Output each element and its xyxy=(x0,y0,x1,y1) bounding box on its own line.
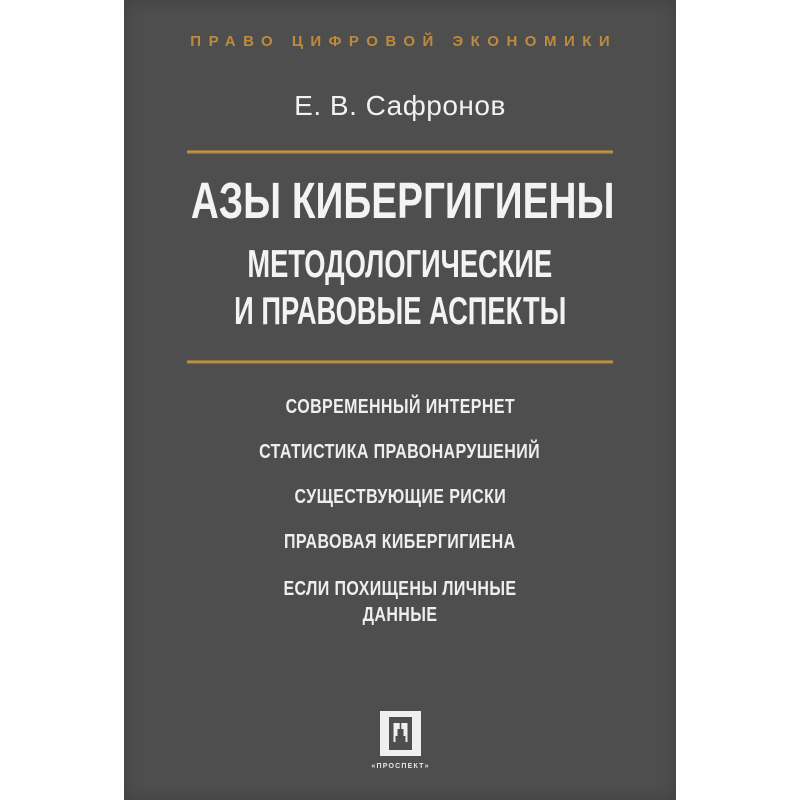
divider-top xyxy=(187,150,613,154)
divider-bottom xyxy=(187,360,613,364)
book-subtitle-line-1 xyxy=(124,243,676,287)
publisher-logo xyxy=(124,711,676,770)
topic-item-text: ПРАВОВАЯ КИБЕРГИГИЕНА xyxy=(284,531,516,553)
topic-item xyxy=(124,576,676,628)
topic-item-text: ЕСЛИ ПОХИЩЕНЫ ЛИЧНЫЕ ДАННЫЕ xyxy=(283,578,517,626)
author-name: Е. В. Сафронов xyxy=(294,90,506,121)
topic-item xyxy=(124,531,676,554)
topic-item-text: СОВРЕМЕННЫЙ ИНТЕРНЕТ xyxy=(285,396,515,418)
book-title xyxy=(124,171,676,230)
book-cover xyxy=(124,0,676,800)
topic-item-text: СТАТИСТИКА ПРАВОНАРУШЕНИЙ xyxy=(259,441,541,463)
series-title: ПРАВО ЦИФРОВОЙ ЭКОНОМИКИ xyxy=(190,33,618,50)
topic-item xyxy=(124,396,676,419)
publisher-name: «ПРОСПЕКТ» xyxy=(371,763,430,770)
prospekt-tower-icon xyxy=(380,711,421,761)
book-subtitle-line-1-text: МЕТОДОЛОГИЧЕСКИЕ xyxy=(247,243,553,286)
topic-item xyxy=(124,441,676,464)
book-subtitle-line-2 xyxy=(124,290,676,334)
topic-item-text: СУЩЕСТВУЮЩИЕ РИСКИ xyxy=(294,486,506,508)
book-title-text: АЗЫ КИБЕРГИГИЕНЫ xyxy=(190,172,615,229)
book-subtitle-line-2-text: И ПРАВОВЫЕ АСПЕКТЫ xyxy=(233,290,567,333)
topic-item xyxy=(124,486,676,509)
